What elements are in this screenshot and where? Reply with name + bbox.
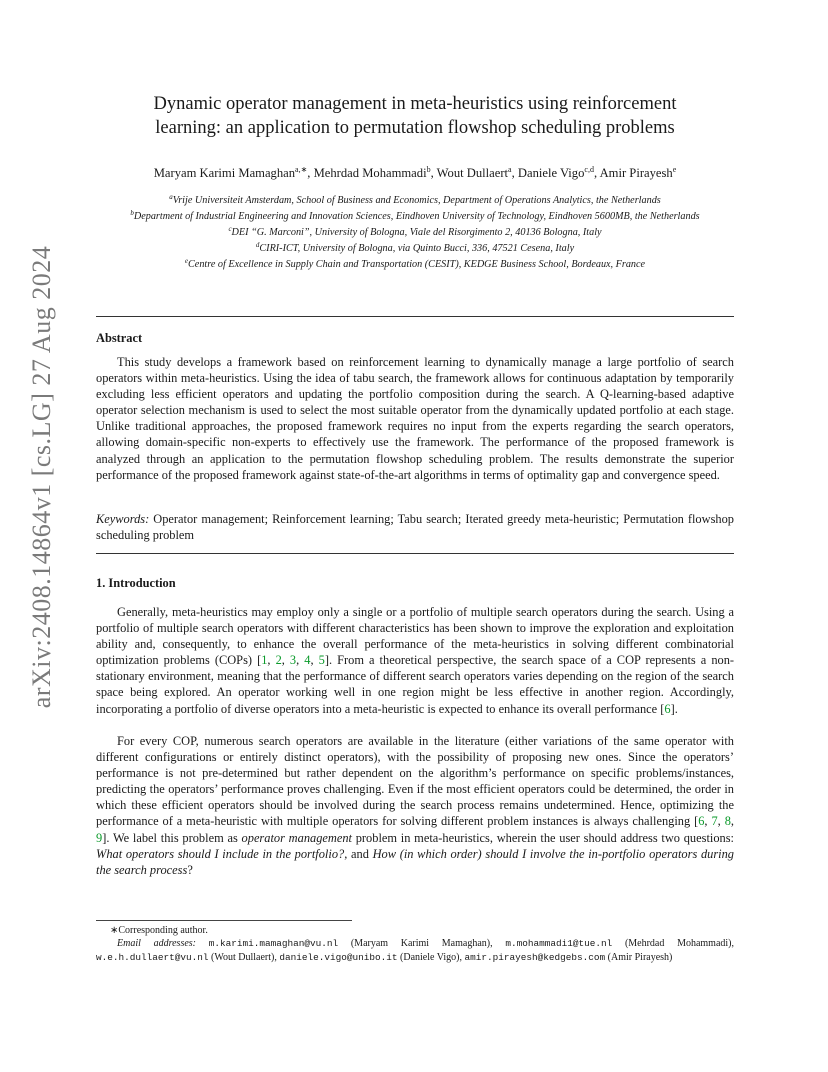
keywords-label: Keywords: — [96, 512, 150, 526]
author-affil-mark: b — [426, 165, 431, 174]
author-affil-mark: e — [672, 165, 677, 174]
affiliation: $^d$CIRI-ICT, University of Bologna, via Quinto Bucci, 336, 47521 Cesena, Italy — [255, 241, 575, 254]
keywords-text: Operator management; Reinforcement learning; Tabu search; Iterated greedy meta-heuristic; Permutation flowshop scheduling problem — [96, 512, 734, 543]
author-affil-mark: c,d — [584, 165, 594, 174]
email-link[interactable]: m.karimi.mamaghan@vu.nl — [208, 938, 339, 949]
intro-paragraph-1: Generally, meta-heuristics may employ only a single or a portfolio of multiple search operators during the search. Using a portfolio of multiple search operators with different characteristics has been shown to improve the exploration and exploitation ability and, consequently, to enhance the overall performance of the meta-heuristics in solving different combinatorial optimization problems (COPs) [1, 2, 3, 4, 5]. From a theoretical perspective, the search space of a COP represents a non-stationary environment, meaning that the performance of different search operators varies depending on the region of the search space being explored. An operator working well in one region might be less effective in another region. Accordingly, incorporating a portfolio of diverse operators into a meta-heuristic is expected to enhance its overall performance [6]. — [96, 605, 735, 716]
author-name: Mehrdad Mohammadi — [313, 166, 427, 180]
email-link[interactable]: w.e.h.dullaert@vu.nl — [96, 952, 209, 963]
author-name: Amir Pirayesh — [599, 166, 673, 180]
email-link[interactable]: m.mohammadi1@tue.nl — [505, 938, 613, 949]
arxiv-identifier-text: arXiv:2408.14864v1 [cs.LG] 27 Aug 2024 — [27, 245, 56, 709]
citation-link[interactable]: 4 — [304, 653, 311, 668]
footnote-emails: Email addresses: m.karimi.mamaghan@vu.nl (Maryam Karimi Mamaghan), m.mohammadi1@tue.nl (Mehrdad Mohammadi), w.e.h.dullaert@vu.nl (Wout Dullaert), daniele.vigo@unibo.it (Daniele Vigo), amir.pirayesh@kedgebs.com (Amir Pirayesh) — [96, 938, 735, 963]
title-line-2: learning: an application to permutation flowshop scheduling problems — [155, 118, 675, 138]
footnote-corresponding: ∗Corresponding author. — [110, 925, 208, 936]
citation-link[interactable]: 3 — [289, 653, 297, 668]
author-affil-mark: a — [508, 165, 512, 174]
citation-link[interactable]: 2 — [275, 653, 282, 668]
affiliation: $^c$DEI “G. Marconi”, University of Bologna, Viale del Risorgimento 2, 40136 Bologna, Italy — [228, 225, 602, 238]
affiliation-list — [96, 191, 734, 271]
abstract-heading: Abstract — [96, 331, 143, 345]
citation-link[interactable]: 8 — [724, 814, 731, 829]
intro-paragraph-2: For every COP, numerous search operators are available in the literature (either variations of the same operator with different configurations or entirely distinct operators), with the possibility of proposing new ones. Since the operators’ performance is not pre-determined but rather dependent on the algorithm’s performance on specific problems/instances, predicting the operators’ performance proves challenging. Even if the most efficient operators could be determined, the order in which these efficient operators should be involved during the search process remains undetermined. Hence, optimizing the performance of a meta-heuristic with multiple operators for solving different problem instances is always challenging [6, 7, 8, 9]. We label this problem as operator management problem in meta-heuristics, wherein the user should address two questions: What operators should I include in the portfolio?, and How (in which order) should I involve the in-portfolio operators during the search process? — [96, 734, 735, 877]
arxiv-identifier — [16, 245, 68, 709]
email-link[interactable]: daniele.vigo@unibo.it — [279, 952, 398, 963]
keywords — [96, 511, 734, 543]
citation-link[interactable]: 6 — [698, 814, 705, 829]
citation-link[interactable]: 1 — [261, 653, 268, 668]
affiliation: $^e$Centre of Excellence in Supply Chain and Transportation (CESIT), KEDGE Business School, Bordeaux, France — [184, 257, 646, 270]
citation-link[interactable]: 5 — [318, 653, 325, 668]
author-name: Daniele Vigo — [517, 166, 585, 180]
abstract-bottom-rule — [96, 553, 734, 554]
abstract-top-rule — [96, 316, 734, 317]
citation-link[interactable]: 6 — [664, 701, 671, 716]
citation-link[interactable]: 9 — [96, 830, 103, 845]
paper-title — [96, 92, 734, 140]
email-label: Email addresses: — [117, 938, 196, 949]
email-link[interactable]: amir.pirayesh@kedgebs.com — [464, 952, 606, 963]
affiliation: $^b$Department of Industrial Engineering and Innovation Sciences, Eindhoven University of Technology, Eindhoven 5600MB, the Netherlands — [130, 209, 700, 222]
title-line-1: Dynamic operator management in meta-heuristics using reinforcement — [153, 94, 677, 114]
citation-link[interactable]: 7 — [711, 814, 718, 829]
affiliation: $^a$Vrije Universiteit Amsterdam, School of Business and Economics, Department of Operations Analytics, the Netherlands — [169, 193, 661, 206]
author-list: Maryam Karimi Mamaghan$^{a,∗}$, Mehrdad Mohammadi$^b$, Wout Dullaert$^a$, Daniele Vigo$^{c,d}$, Amir Pirayesh$^e$ — [153, 165, 677, 180]
author-name: Wout Dullaert — [436, 166, 509, 180]
author-name: Maryam Karimi Mamaghan — [153, 166, 296, 180]
section-heading: 1. Introduction — [96, 576, 176, 590]
abstract-body: This study develops a framework based on reinforcement learning to dynamically manage a large portfolio of search operators within meta-heuristics. Using the idea of tabu search, the framework allows for continuous adaptation by temporarily excluding less efficient operators and updating the portfolio composition during the search. A Q-learning-based adaptive operator selection mechanism is used to select the most suitable operator from the dynamically updated portfolio at each stage. Unlike traditional approaches, the proposed framework requires no input from the experts regarding the search operators, allowing domain-specific non-experts to effectively use the framework. The performance of the proposed framework is analyzed through an application to the permutation flowshop scheduling problem. The results demonstrate the superior performance of the proposed framework against state-of-the-art algorithms in terms of optimality gap and convergence speed. — [96, 355, 734, 482]
author-affil-mark: a,∗ — [295, 165, 308, 174]
footnote-rule — [96, 920, 352, 921]
